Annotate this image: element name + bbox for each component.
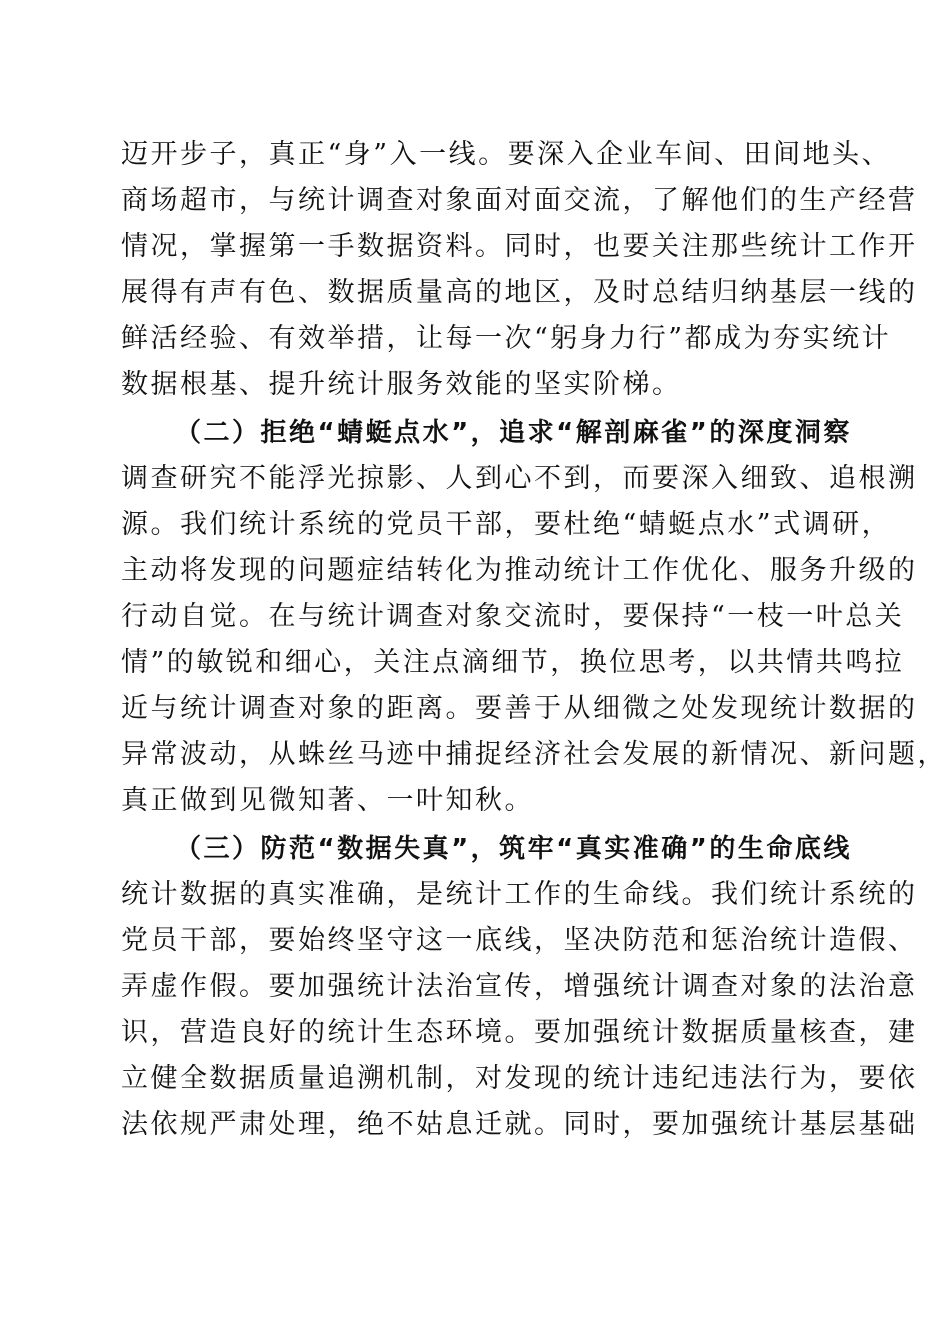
section-heading-3: （三）防范“数据失真”，筑牢“真实准确”的生命底线 xyxy=(175,834,852,864)
text-line: 情”的敏锐和细心，关注点滴细节，换位思考，以共情共鸣拉 xyxy=(121,647,905,678)
text-line: 迈开步子，真正“身”入一线。要深入企业车间、田间地头、 xyxy=(121,139,892,170)
text-line: 近与统计调查对象的距离。要善于从细微之处发现统计数据的 xyxy=(121,693,918,724)
text-line: 展得有声有色、数据质量高的地区，及时总结归纳基层一线的 xyxy=(121,277,918,308)
text-line: 调查研究不能浮光掠影、人到心不到，而要深入细致、追根溯 xyxy=(121,463,918,494)
text-line: 真正做到见微知著、一叶知秋。 xyxy=(121,785,534,816)
text-line: 鲜活经验、有效举措，让每一次“躬身力行”都成为夯实统计 xyxy=(121,323,892,354)
text-line: 弄虚作假。要加强统计法治宣传，增强统计调查对象的法治意 xyxy=(121,971,918,1002)
text-line: 情况，掌握第一手数据资料。同时，也要关注那些统计工作开 xyxy=(121,231,918,262)
text-line: 主动将发现的问题症结转化为推动统计工作优化、服务升级的 xyxy=(121,555,918,586)
text-line: 行动自觉。在与统计调查对象交流时，要保持“一枝一叶总关 xyxy=(121,601,905,632)
text-line: 异常波动，从蛛丝马迹中捕捉经济社会发展的新情况、新问题， xyxy=(121,739,947,770)
text-line: 商场超市，与统计调查对象面对面交流，了解他们的生产经营 xyxy=(121,185,918,216)
section-heading-2: （二）拒绝“蜻蜓点水”，追求“解剖麻雀”的深度洞察 xyxy=(175,418,852,448)
text-line: 立健全数据质量追溯机制，对发现的统计违纪违法行为，要依 xyxy=(121,1063,918,1094)
text-line: 数据根基、提升统计服务效能的坚实阶梯。 xyxy=(121,369,682,400)
text-line: 法依规严肃处理，绝不姑息迁就。同时，要加强统计基层基础 xyxy=(121,1109,918,1140)
text-line: 党员干部，要始终坚守这一底线，坚决防范和惩治统计造假、 xyxy=(121,925,918,956)
text-line: 源。我们统计系统的党员干部，要杜绝“蜻蜓点水”式调研， xyxy=(121,509,892,540)
text-line: 识，营造良好的统计生态环境。要加强统计数据质量核查，建 xyxy=(121,1017,918,1048)
text-line: 统计数据的真实准确，是统计工作的生命线。我们统计系统的 xyxy=(121,879,918,910)
